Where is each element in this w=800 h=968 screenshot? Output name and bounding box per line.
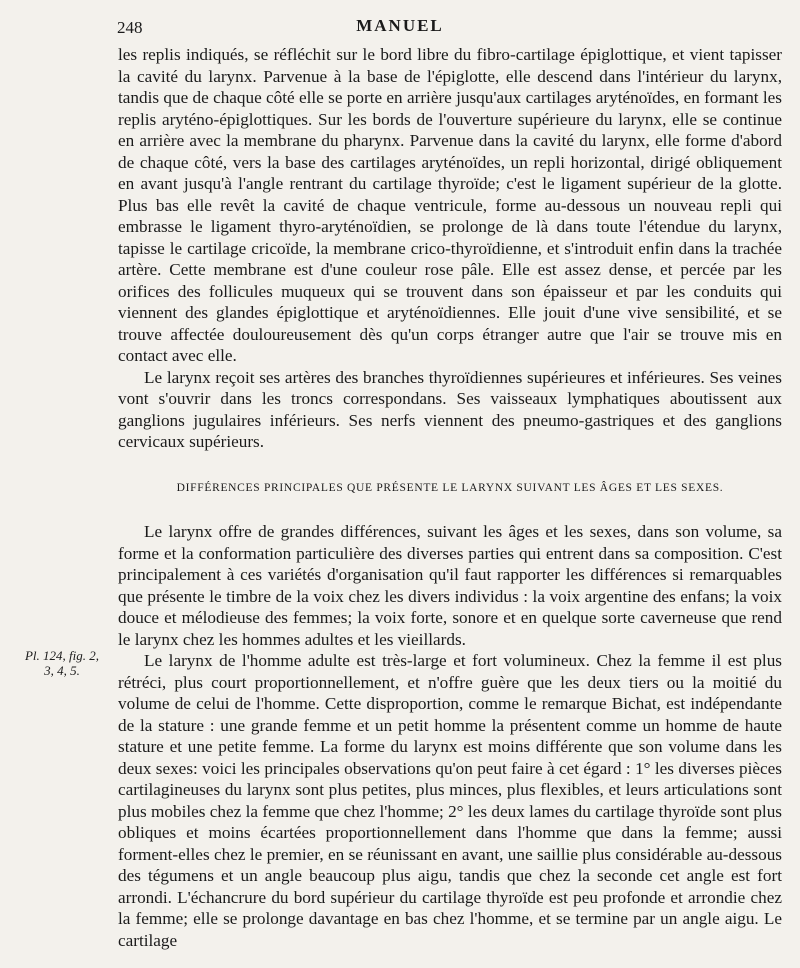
main-text: [118, 44, 782, 951]
section-heading: DIFFÉRENCES PRINCIPALES QUE PRÉSENTE LE LARYNX SUIVANT LES ÂGES ET LES SEXES.: [176, 481, 724, 494]
page-number: 248: [117, 18, 143, 37]
margin-note-line-1: Pl. 124, fig. 2,: [24, 648, 100, 663]
paragraph-continued: les replis indiqués, se réfléchit sur le bord libre du fibro-cartilage épiglottique, et vient tapisser la cavité du larynx. Parvenue à la base de l'épiglotte, elle descend dans l'intérieur du larynx, tandis que de chaque côté elle se porte en arrière jusqu'aux cartilages aryténoïdes, en formant les replis aryténo-épiglottiques. Sur les bords de l'ouverture supérieure du larynx, elle se continue en arrière avec la membrane du pharynx. Parvenue dans la cavité du larynx, elle forme d'abord de chaque côté, vers la base des cartilages aryténoïdes, un repli horizontal, dirigé obliquement en avant jusqu'à l'angle rentrant du cartilage thyroïde; c'est le ligament supérieur de la glotte. Plus bas elle revêt la cavité de chaque ventricule, forme au-dessous un nouveau repli qui embrasse le ligament thyro-aryténoïdien, se prolonge de là dans toute l'étendue du larynx, tapisse le cartilage cricoïde, la membrane crico-thyroïdienne, et s'introduit enfin dans la trachée artère. Cette membrane est d'une couleur rose pâle. Elle est assez dense, et percée par les orifices des follicules muqueux qui se trouvent dans son épaisseur et par les conduits qui viennent des glandes épiglottique et aryténoïdiennes. Elle jouit d'une vive sensibilité, et se trouve affectée douloureusement dès qu'un corps étranger autre que l'air se trouve mis en contact avec elle.: [118, 45, 782, 365]
margin-note-line-2: 3, 4, 5.: [44, 663, 80, 678]
running-title: MANUEL: [356, 16, 444, 35]
paragraph-differences: Le larynx offre de grandes différences, suivant les âges et les sexes, dans son volume, sa forme et la conformation particulière des diverses parties qui entrent dans sa composition. C'est principalement à ces variétés d'organisation qu'il faut rapporter les différences si remarquables que présente le timbre de la voix chez les divers individus : la voix argentine des enfans; la voix douce et mélodieuse des femmes; la voix forte, sonore et en quelque sorte caverneuse que rend le larynx chez les hommes adultes et les vieillards.: [118, 522, 782, 649]
paragraph-vessels-nerves: Le larynx reçoit ses artères des branches thyroïdiennes supérieures et inférieures. Ses veines vont s'ouvrir dans les troncs correspondans. Ses vaisseaux lymphatiques aboutissent aux ganglions jugulaires inférieurs. Ses nerfs viennent des pneumo-gastriques et des ganglions cervicaux supérieurs.: [118, 367, 782, 451]
margin-note: [8, 648, 116, 678]
paragraph-adult-larynx: Le larynx de l'homme adulte est très-large et fort volumineux. Chez la femme il est plus rétréci, plus court proportionnellement, et n'offre guère que les deux tiers ou la moitié du volume de celui de l'homme. Cette disproportion, comme le remarque Bichat, est indépendante de la stature : une grande femme et un petit homme la présentent comme un homme de haute stature et une petite femme. La forme du larynx est moins différente que son volume dans les deux sexes: voici les principales observations qu'on peut faire à cet égard : 1° les diverses pièces cartilagineuses du larynx sont plus petites, plus minces, plus flexibles, et leurs articulations sont plus mobiles chez la femme que chez l'homme; 2° les deux lames du cartilage thyroïde sont plus obliques et moins écartées proportionnellement dans l'homme que dans la femme; aussi forment-elles chez le premier, en se réunissant en avant, une saillie plus considérable au-dessous des tégumens et un angle beaucoup plus aigu, tandis que chez la seconde cet angle est fort arrondi. L'échancrure du bord supérieur du cartilage thyroïde est peu profonde et arrondie chez la femme; elle se prolonge davantage en bas chez l'homme, et se termine par un angle aigu. Le cartilage: [118, 651, 782, 950]
page-header: [0, 12, 800, 42]
